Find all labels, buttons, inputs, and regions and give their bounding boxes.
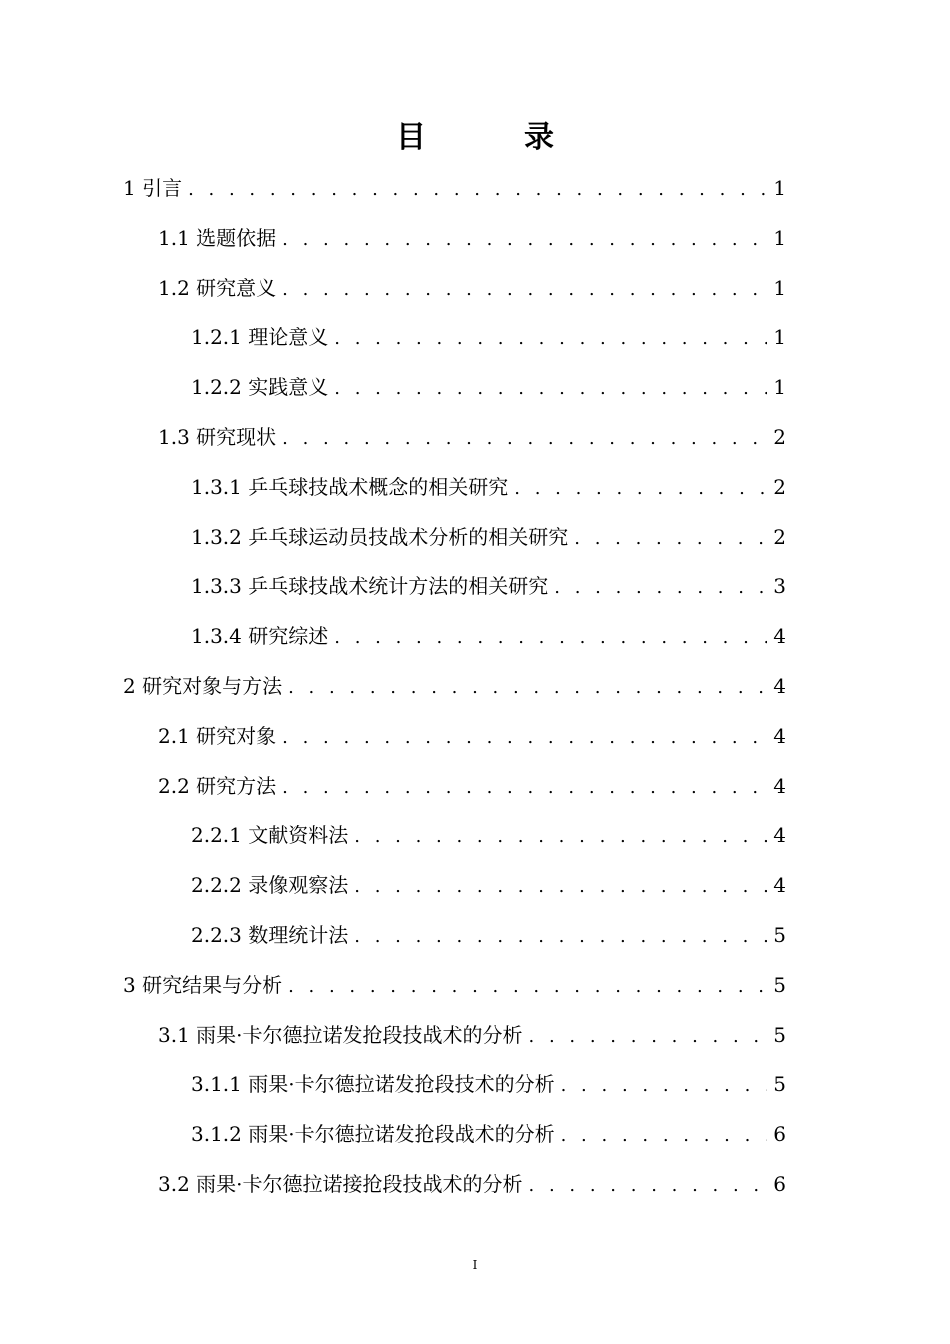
toc-dot-leader (282, 713, 767, 763)
toc-entry[interactable] (0, 1160, 950, 1210)
toc-entry-number: 1.3.4 (191, 624, 242, 649)
toc-entry-page-number: 4 (773, 873, 786, 898)
toc-dot-leader (282, 215, 767, 265)
toc-entry-page-number: 3 (773, 574, 786, 599)
toc-entry-text: 乒乓球技战术概念的相关研究 (248, 474, 509, 499)
toc-entry-number: 2.2 (158, 773, 190, 798)
toc-entry[interactable] (0, 1011, 950, 1061)
toc-entry-page-number: 4 (773, 723, 786, 748)
toc-entry[interactable] (0, 1110, 950, 1160)
toc-dot-leader (288, 663, 767, 713)
toc-entry-number: 1.2.2 (191, 375, 242, 400)
toc-entry-text: 实践意义 (248, 375, 329, 400)
toc-entry-page-number: 4 (773, 624, 786, 649)
toc-dot-leader (188, 165, 767, 215)
toc-dot-leader (354, 912, 767, 962)
toc-entry-page-number: 5 (773, 922, 786, 947)
toc-entry-label (123, 164, 182, 214)
toc-entry-text: 雨果·卡尔德拉诺接抢段技战术的分析 (196, 1171, 523, 1196)
toc-entry[interactable] (0, 662, 950, 712)
toc-entry[interactable] (0, 911, 950, 961)
toc-entry-number: 2 (123, 673, 136, 698)
toc-entry-page-number: 2 (773, 524, 786, 549)
toc-entry-label (191, 562, 548, 612)
toc-entry-label (123, 662, 282, 712)
toc-dot-leader (334, 314, 767, 364)
toc-entry-text: 雨果·卡尔德拉诺发抢段战术的分析 (248, 1122, 555, 1147)
toc-entry[interactable] (0, 214, 950, 264)
toc-dot-leader (529, 1161, 768, 1211)
toc-entry-label (158, 264, 276, 314)
toc-entry-page-number: 5 (773, 1072, 786, 1097)
toc-entry-number: 2.2.1 (191, 823, 242, 848)
toc-entry-number: 3.1 (158, 1022, 190, 1047)
toc-entry[interactable] (0, 164, 950, 214)
toc-entry-label (191, 513, 568, 563)
toc-entry-number: 1.3.1 (191, 474, 242, 499)
toc-dot-leader (354, 862, 767, 912)
toc-entry-page-number: 6 (773, 1171, 786, 1196)
toc-entry[interactable] (0, 1060, 950, 1110)
toc-dot-leader (574, 514, 767, 564)
toc-entry-text: 引言 (142, 176, 183, 200)
toc-entry-text: 乒乓球运动员技战术分析的相关研究 (248, 524, 569, 549)
toc-entry-label (158, 1011, 523, 1061)
toc-entry[interactable] (0, 463, 950, 513)
toc-entry-number: 1.1 (158, 225, 190, 250)
toc-entry[interactable] (0, 313, 950, 363)
toc-entry[interactable] (0, 513, 950, 563)
toc-entry-page-number: 5 (773, 1022, 786, 1047)
toc-entry-number: 2.2.2 (191, 873, 242, 898)
toc-entry-text: 研究现状 (196, 424, 277, 449)
toc-entry[interactable] (0, 264, 950, 314)
toc-entry-label (191, 1060, 555, 1110)
toc-entry-number: 2.1 (158, 723, 190, 748)
toc-entry-label (158, 214, 276, 264)
toc-entry-label (191, 811, 348, 861)
toc-dot-leader (554, 563, 767, 613)
toc-entry-text: 乒乓球技战术统计方法的相关研究 (248, 574, 549, 599)
toc-entry-text: 研究意义 (196, 275, 277, 300)
toc-dot-leader (561, 1111, 768, 1161)
toc-entry-page-number: 6 (773, 1122, 786, 1147)
toc-entry-text: 研究方法 (196, 773, 277, 798)
toc-entry-text: 数理统计法 (248, 922, 349, 947)
toc-entry-label (191, 612, 328, 662)
toc-entry-number: 1.3 (158, 424, 190, 449)
toc-entry[interactable] (0, 861, 950, 911)
toc-entry-label (191, 463, 508, 513)
toc-entry-page-number: 4 (773, 773, 786, 798)
toc-entry-label (123, 961, 282, 1011)
toc-entry-label (191, 363, 328, 413)
toc-entry-number: 3.1.1 (191, 1072, 242, 1097)
toc-entry-page-number: 1 (773, 375, 786, 400)
toc-dot-leader (282, 763, 767, 813)
toc-entry-number: 3 (123, 972, 136, 997)
toc-entry-page-number: 1 (773, 325, 786, 350)
toc-entry[interactable] (0, 413, 950, 463)
toc-entry-number: 1.3.2 (191, 524, 242, 549)
toc-entry-text: 理论意义 (248, 325, 329, 350)
toc-entry-page-number: 4 (773, 823, 786, 848)
toc-entry[interactable] (0, 712, 950, 762)
toc-entry-label (191, 313, 328, 363)
toc-entry-text: 雨果·卡尔德拉诺发抢段技战术的分析 (196, 1022, 523, 1047)
toc-dot-leader (334, 364, 767, 414)
toc-entry-page-number: 1 (773, 275, 786, 300)
toc-entry-page-number: 2 (773, 474, 786, 499)
toc-entry-label (191, 1110, 555, 1160)
toc-entry-label (158, 762, 276, 812)
toc-entry-page-number: 4 (773, 673, 786, 698)
toc-dot-leader (529, 1012, 768, 1062)
toc-dot-leader (561, 1061, 768, 1111)
toc-entry-page-number: 1 (773, 176, 786, 200)
toc-entry-number: 1.2 (158, 275, 190, 300)
page-number: I (472, 1258, 478, 1272)
toc-entry-page-number: 2 (773, 424, 786, 449)
toc-entry-text: 录像观察法 (248, 873, 349, 898)
toc-entry-number: 1.3.3 (191, 574, 242, 599)
toc-dot-leader (514, 464, 767, 514)
toc-entry[interactable] (0, 762, 950, 812)
toc-entry[interactable] (0, 961, 950, 1011)
toc-title: 目 录 (396, 120, 588, 155)
toc-entry[interactable] (0, 811, 950, 861)
toc-entry-text: 研究对象 (196, 723, 277, 748)
toc-entry-text: 研究对象与方法 (142, 673, 283, 698)
toc-entry-label (158, 712, 276, 762)
toc-dot-leader (288, 962, 767, 1012)
toc-entry-text: 文献资料法 (248, 823, 349, 848)
toc-entry[interactable] (0, 562, 950, 612)
toc-entry-page-number: 5 (773, 972, 786, 997)
toc-entry-number: 2.2.3 (191, 922, 242, 947)
toc-entry-text: 研究综述 (248, 624, 329, 649)
toc-entry[interactable] (0, 612, 950, 662)
toc-entry-page-number: 1 (773, 225, 786, 250)
toc-dot-leader (334, 613, 767, 663)
toc-list (0, 164, 950, 1210)
toc-entry-text: 选题依据 (196, 225, 277, 250)
toc-entry-text: 雨果·卡尔德拉诺发抢段技术的分析 (248, 1072, 555, 1097)
toc-dot-leader (354, 812, 767, 862)
toc-dot-leader (282, 265, 767, 315)
toc-entry-number: 3.2 (158, 1171, 190, 1196)
toc-entry-label (191, 861, 348, 911)
toc-entry[interactable] (0, 363, 950, 413)
toc-entry-label (158, 1160, 523, 1210)
toc-entry-text: 研究结果与分析 (142, 972, 283, 997)
toc-entry-number: 1 (123, 176, 136, 200)
toc-entry-number: 3.1.2 (191, 1122, 242, 1147)
toc-entry-label (158, 413, 276, 463)
toc-entry-number: 1.2.1 (191, 325, 242, 350)
toc-entry-label (191, 911, 348, 961)
toc-dot-leader (282, 414, 767, 464)
